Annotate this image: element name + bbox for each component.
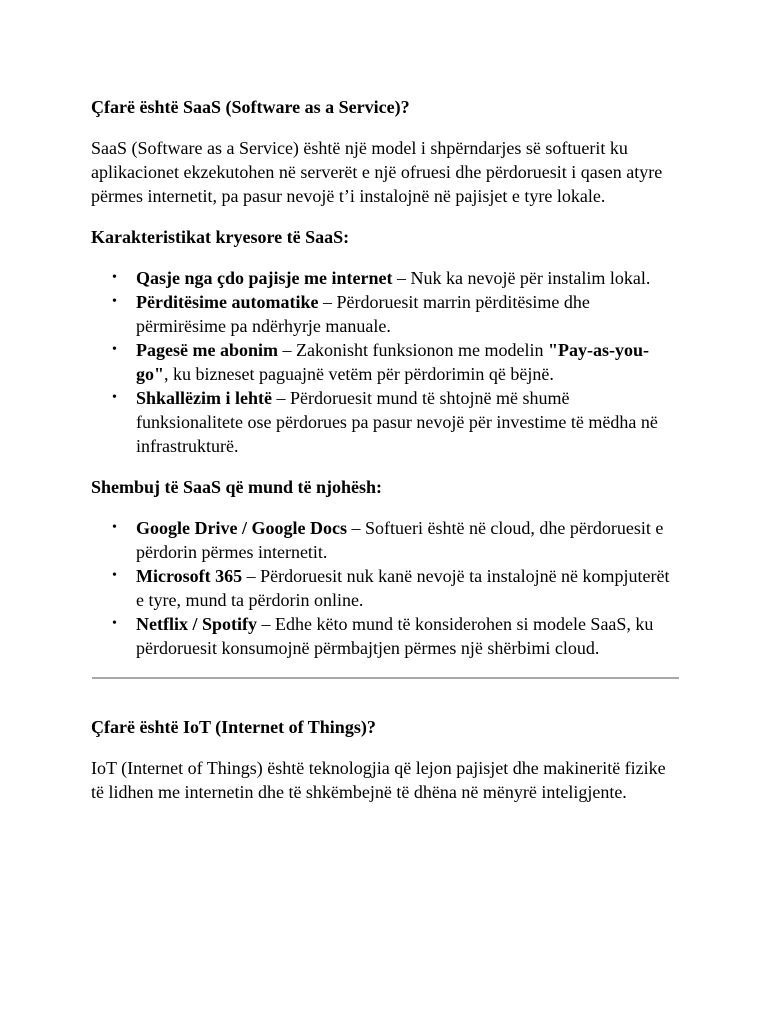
list-item-text: – Softueri është në cloud, dhe përdoruesit e përdorin përmes internetit. bbox=[136, 518, 664, 562]
list-item-text-after: , ku bizneset paguajnë vetëm për përdorimin që bëjnë. bbox=[164, 364, 554, 384]
list-item bbox=[136, 338, 680, 386]
list-item-term: Microsoft 365 bbox=[136, 566, 243, 586]
saas-intro-paragraph: SaaS (Software as a Service) është një model i shpërndarjes së softuerit ku aplikacionet ekzekutohen në serverët e një ofruesi dhe përdoruesit i qasen atyre përmes internetit, pa pasur nevojë t’i instalojnë në pajisjet e tyre lokale. bbox=[91, 138, 663, 206]
list-item bbox=[136, 386, 680, 458]
list-item bbox=[136, 290, 680, 338]
list-item bbox=[136, 516, 680, 564]
examples-heading: Shembuj të SaaS që mund të njohësh: bbox=[91, 477, 383, 497]
list-item bbox=[136, 564, 680, 612]
list-item-term: Netflix / Spotify bbox=[136, 614, 257, 634]
list-item-text: – Nuk ka nevojë për instalim lokal. bbox=[392, 268, 651, 288]
list-item-text: – Përdoruesit nuk kanë nevojë ta instalojnë në kompjuterët e tyre, mund ta përdorin online. bbox=[136, 566, 670, 610]
list-item-term: Pagesë me abonim bbox=[136, 340, 278, 360]
list-item-term: Përditësime automatike bbox=[136, 292, 319, 312]
list-item-term: Google Drive / Google Docs bbox=[136, 518, 347, 538]
list-item bbox=[136, 266, 680, 290]
list-item-text: – Përdoruesit marrin përditësime dhe përmirësime pa ndërhyrje manuale. bbox=[136, 292, 590, 336]
iot-intro-paragraph: IoT (Internet of Things) është teknologjia që lejon pajisjet dhe makineritë fizike të lidhen me internetin dhe të shkëmbejnë të dhëna në mënyrë inteligjente. bbox=[91, 758, 666, 802]
section-divider bbox=[92, 677, 679, 679]
iot-heading: Çfarë është IoT (Internet of Things)? bbox=[91, 717, 376, 737]
examples-list bbox=[91, 516, 680, 660]
list-item-term: Shkallëzim i lehtë bbox=[136, 388, 272, 408]
list-item-term: Qasje nga çdo pajisje me internet bbox=[136, 268, 393, 288]
saas-heading: Çfarë është SaaS (Software as a Service)? bbox=[91, 97, 410, 117]
characteristics-list bbox=[91, 266, 680, 458]
characteristics-heading: Karakteristikat kryesore të SaaS: bbox=[91, 227, 350, 247]
list-item-highlight: "Pay-as-you-go" bbox=[136, 340, 649, 384]
list-item-text: – Përdoruesit mund të shtojnë më shumë funksionalitete ose përdorues pa pasur nevojë për investime të mëdha në infrastrukturë. bbox=[136, 388, 658, 456]
list-item-text: – Zakonisht funksionon me modelin bbox=[277, 340, 548, 360]
list-item-text: – Edhe këto mund të konsiderohen si modele SaaS, ku përdoruesit konsumojnë përmbajtjen përmes një shërbimi cloud. bbox=[136, 614, 654, 658]
list-item bbox=[136, 612, 680, 660]
